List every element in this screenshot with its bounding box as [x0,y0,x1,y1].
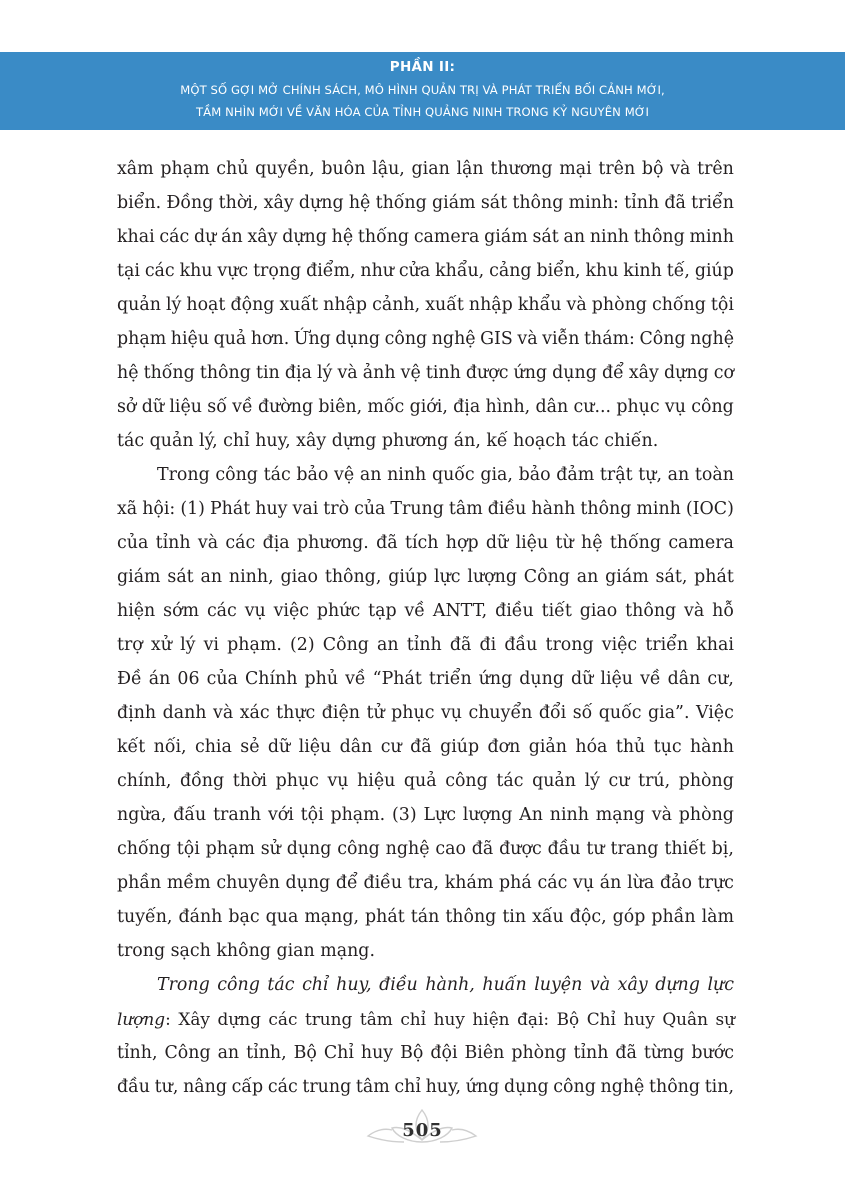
italic-word: lượng [117,1009,166,1029]
text-line [117,1002,734,1036]
text-line: tại các khu vực trọng điểm, như cửa khẩu, cảng biển, khu kinh tế, giúp [117,261,734,281]
text-line: chống tội phạm sử dụng công nghệ cao đã được đầu tư trang thiết bị, [117,839,734,859]
text-line: sở dữ liệu số về đường biên, mốc giới, địa hình, dân cư... phục vụ công [117,397,734,417]
text-line: phạm hiệu quả hơn. Ứng dụng công nghệ GIS và viễn thám: Công nghệ [117,329,734,349]
text-line: xâm phạm chủ quyền, buôn lậu, gian lận thương mại trên bộ và trên [117,159,734,179]
text-line: Trong công tác bảo vệ an ninh quốc gia, bảo đảm trật tự, an toàn [157,465,734,485]
text-line: giám sát an ninh, giao thông, giúp lực lượng Công an giám sát, phát [117,567,734,587]
page-number: 505 [402,1120,443,1141]
paragraph-2 [117,458,734,968]
body-text [117,152,734,1104]
text-line: xã hội: (1) Phát huy vai trò của Trung tâm điều hành thông minh (IOC) [117,499,734,519]
text-line: Đề án 06 của Chính phủ về “Phát triển ứng dụng dữ liệu về dân cư, [117,669,734,689]
page-footer [0,1108,845,1158]
text-line: đầu tư, nâng cấp các trung tâm chỉ huy, ứng dụng công nghệ thông tin, [117,1077,734,1097]
text-line: Trong công tác chỉ huy, điều hành, huấn luyện và xây dựng lực [157,975,734,995]
text-line: hiện sớm các vụ việc phức tạp về ANTT, điều tiết giao thông và hỗ [117,601,734,621]
paragraph-1 [117,152,734,458]
part-title: PHẦN II: [389,59,456,75]
section-subtitle-line-1: MỘT SỐ GỢI MỞ CHÍNH SÁCH, MÔ HÌNH QUẢN TRỊ VÀ PHÁT TRIỂN BỐI CẢNH MỚI, [180,83,665,97]
text-line: hệ thống thông tin địa lý và ảnh vệ tinh được ứng dụng để xây dựng cơ [117,363,734,383]
text-line: tác quản lý, chỉ huy, xây dựng phương án, kế hoạch tác chiến. [117,431,659,451]
text-run: : Xây dựng các trung tâm chỉ huy hiện đại: Bộ Chỉ huy Quân sự [165,1009,736,1029]
text-line: phần mềm chuyên dụng để điều tra, khám phá các vụ án lừa đảo trực [117,873,734,893]
text-line: định danh và xác thực điện tử phục vụ chuyển đổi số quốc gia”. Việc [117,703,734,723]
paragraph-3 [117,968,734,1104]
section-subtitle-line-2: TẦM NHÌN MỚI VỀ VĂN HÓA CỦA TỈNH QUẢNG NINH TRONG KỶ NGUYÊN MỚI [196,105,649,119]
section-header-banner [0,52,845,130]
text-line: tỉnh, Công an tỉnh, Bộ Chỉ huy Bộ đội Biên phòng tỉnh đã từng bước [117,1043,734,1063]
text-line: tuyến, đánh bạc qua mạng, phát tán thông tin xấu độc, góp phần làm [117,907,734,927]
text-line: trợ xử lý vi phạm. (2) Công an tỉnh đã đi đầu trong việc triển khai [117,635,734,655]
text-line: biển. Đồng thời, xây dựng hệ thống giám sát thông minh: tỉnh đã triển [117,193,734,213]
text-line: quản lý hoạt động xuất nhập cảnh, xuất nhập khẩu và phòng chống tội [117,295,734,315]
text-line: kết nối, chia sẻ dữ liệu dân cư đã giúp đơn giản hóa thủ tục hành [117,737,734,757]
text-line: chính, đồng thời phục vụ hiệu quả công tác quản lý cư trú, phòng [117,771,734,791]
text-line: ngừa, đấu tranh với tội phạm. (3) Lực lượng An ninh mạng và phòng [117,805,734,825]
text-line: của tỉnh và các địa phương. đã tích hợp dữ liệu từ hệ thống camera [117,533,734,553]
text-line: khai các dự án xây dựng hệ thống camera giám sát an ninh thông minh [117,227,734,247]
text-line: trong sạch không gian mạng. [117,941,375,961]
